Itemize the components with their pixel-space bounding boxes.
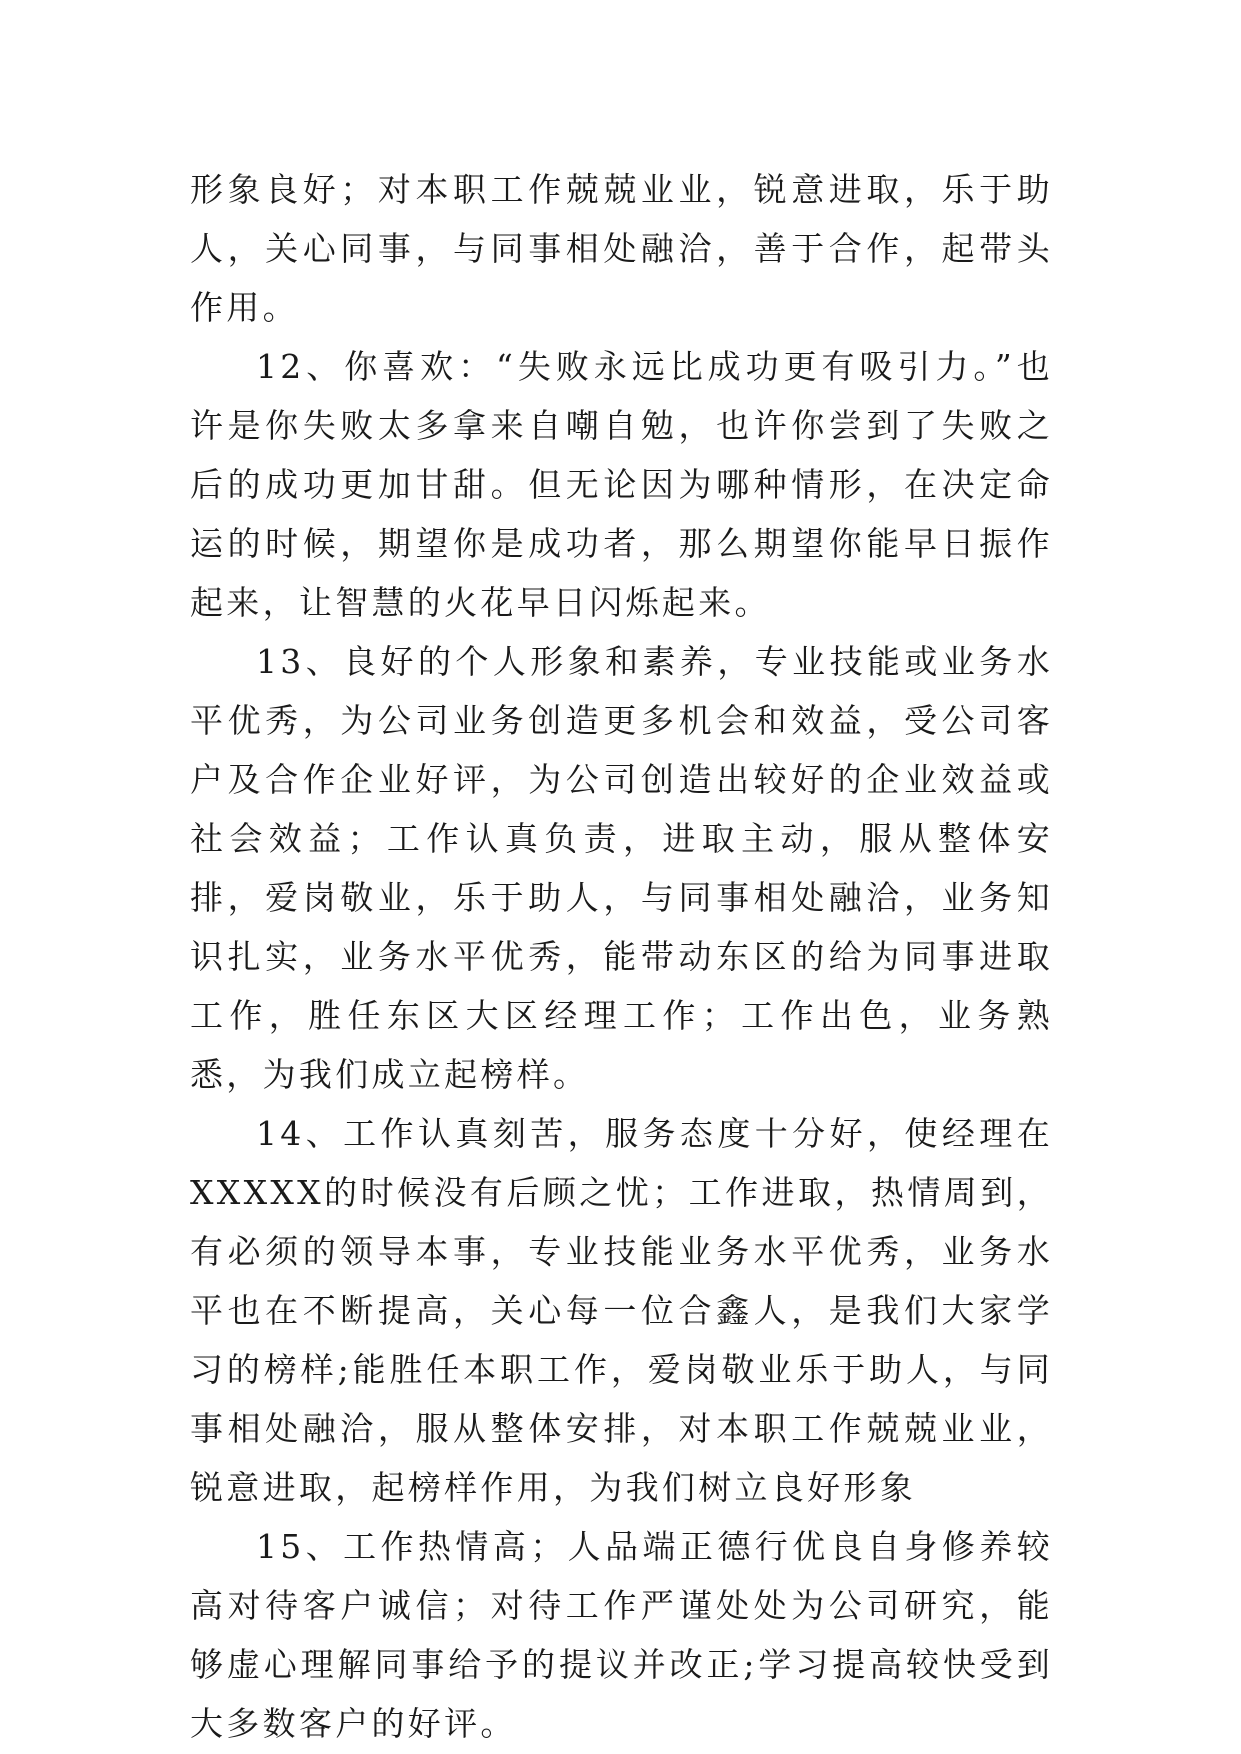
paragraph-item-12: 12、你喜欢：“失败永远比成功更有吸引力。”也许是你失败太多拿来自嘲自勉，也许你尝到了失败之后的成功更加甘甜。但无论因为哪种情形，在决定命运的时候，期望你是成功者，那么期望你能早日振作起来，让智慧的火花早日闪烁起来。: [190, 347, 1053, 622]
document-page: [190, 160, 1053, 1753]
paragraph-continued: 形象良好；对本职工作兢兢业业，锐意进取，乐于助人，关心同事，与同事相处融洽，善于合作，起带头作用。: [190, 170, 1053, 327]
paragraph-item-14: 14、工作认真刻苦，服务态度十分好，使经理在XXXXX的时候没有后顾之忧；工作进取，热情周到，有必须的领导本事，专业技能业务水平优秀，业务水平也在不断提高，关心每一位合鑫人，是我们大家学习的榜样;能胜任本职工作，爱岗敬业乐于助人，与同事相处融洽，服从整体安排，对本职工作兢兢业业，锐意进取，起榜样作用，为我们树立良好形象: [190, 1114, 1053, 1507]
paragraph-item-13: 13、良好的个人形象和素养，专业技能或业务水平优秀，为公司业务创造更多机会和效益，受公司客户及合作企业好评，为公司创造出较好的企业效益或社会效益；工作认真负责，进取主动，服从整体安排，爱岗敬业，乐于助人，与同事相处融洽，业务知识扎实，业务水平优秀，能带动东区的给为同事进取工作，胜任东区大区经理工作；工作出色，业务熟悉，为我们成立起榜样。: [190, 642, 1053, 1094]
paragraph-item-15: 15、工作热情高；人品端正德行优良自身修养较高对待客户诚信；对待工作严谨处处为公司研究，能够虚心理解同事给予的提议并改正;学习提高较快受到大多数客户的好评。: [190, 1527, 1053, 1743]
